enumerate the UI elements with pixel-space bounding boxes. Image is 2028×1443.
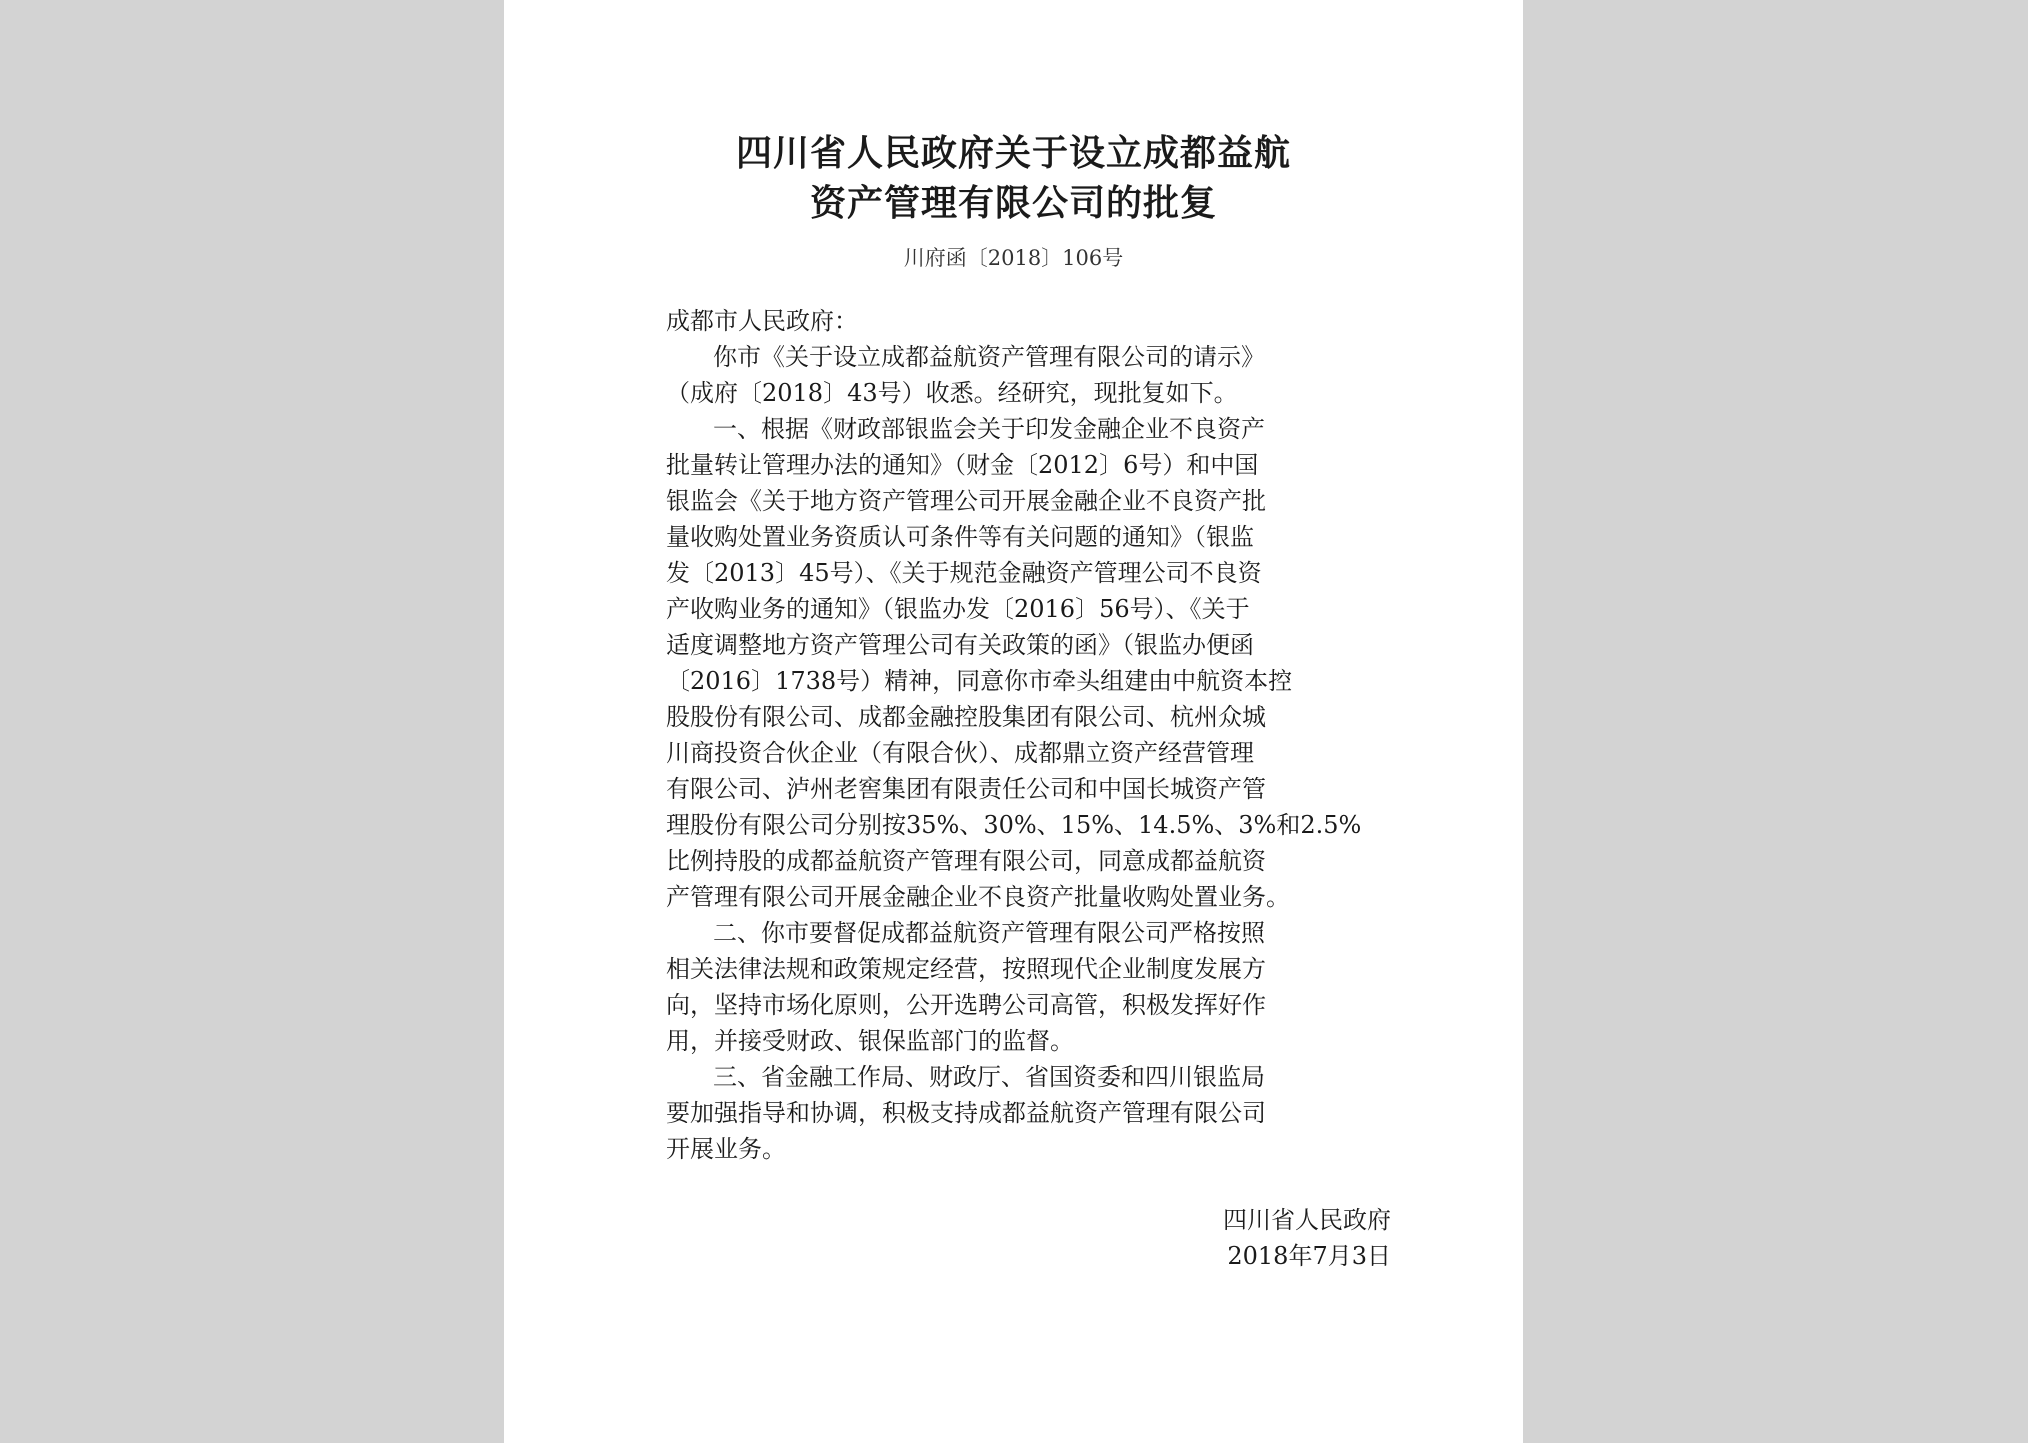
body-line: 向，坚持市场化原则，公开选聘公司高管，积极发挥好作 xyxy=(666,991,1266,1019)
body-line: 川商投资合伙企业（有限合伙）、成都鼎立资产经营管理 xyxy=(666,739,1254,767)
body-line: 有限公司、泸州老窖集团有限责任公司和中国长城资产管 xyxy=(666,775,1266,803)
body-line: 理股份有限公司分别按35%、30%、15%、14.5%、3%和2.5% xyxy=(666,811,1362,839)
document-title-line-2: 资产管理有限公司的批复 xyxy=(809,182,1217,224)
body-line: 你市《关于设立成都益航资产管理有限公司的请示》 xyxy=(713,343,1265,371)
body-line: 产收购业务的通知》（银监办发〔2016〕56号）、《关于 xyxy=(666,595,1250,623)
body-line: 产管理有限公司开展金融企业不良资产批量收购处置业务。 xyxy=(666,883,1290,911)
signature-organization: 四川省人民政府 xyxy=(1223,1206,1391,1234)
body-line: 〔2016〕1738号）精神，同意你市牵头组建由中航资本控 xyxy=(666,667,1293,695)
body-line: 开展业务。 xyxy=(666,1135,786,1163)
body-line: 股股份有限公司、成都金融控股集团有限公司、杭州众城 xyxy=(666,703,1266,731)
body-line: （成府〔2018〕43号）收悉。经研究，现批复如下。 xyxy=(666,379,1238,407)
document-title-line-1: 四川省人民政府关于设立成都益航 xyxy=(735,132,1291,174)
body-line: 三、省金融工作局、财政厅、省国资委和四川银监局 xyxy=(713,1063,1265,1091)
salutation: 成都市人民政府： xyxy=(666,307,858,335)
signature-date: 2018年7月3日 xyxy=(1227,1242,1391,1270)
body-line: 要加强指导和协调，积极支持成都益航资产管理有限公司 xyxy=(666,1099,1266,1127)
body-line: 一、根据《财政部银监会关于印发金融企业不良资产 xyxy=(713,415,1265,443)
body-line: 量收购处置业务资质认可条件等有关问题的通知》（银监 xyxy=(666,523,1254,551)
body-line: 适度调整地方资产管理公司有关政策的函》（银监办便函 xyxy=(666,631,1254,659)
body-line: 批量转让管理办法的通知》（财金〔2012〕6号）和中国 xyxy=(666,451,1259,479)
document-page xyxy=(504,0,1523,1443)
body-line: 发〔2013〕45号）、《关于规范金融资产管理公司不良资 xyxy=(666,559,1262,587)
body-line: 银监会《关于地方资产管理公司开展金融企业不良资产批 xyxy=(666,487,1266,515)
body-line: 相关法律法规和政策规定经营，按照现代企业制度发展方 xyxy=(666,955,1266,983)
body-line: 用，并接受财政、银保监部门的监督。 xyxy=(666,1027,1074,1055)
document-number: 川府函〔2018〕106号 xyxy=(903,246,1124,270)
body-line: 比例持股的成都益航资产管理有限公司，同意成都益航资 xyxy=(666,847,1266,875)
body-line: 二、你市要督促成都益航资产管理有限公司严格按照 xyxy=(713,919,1265,947)
